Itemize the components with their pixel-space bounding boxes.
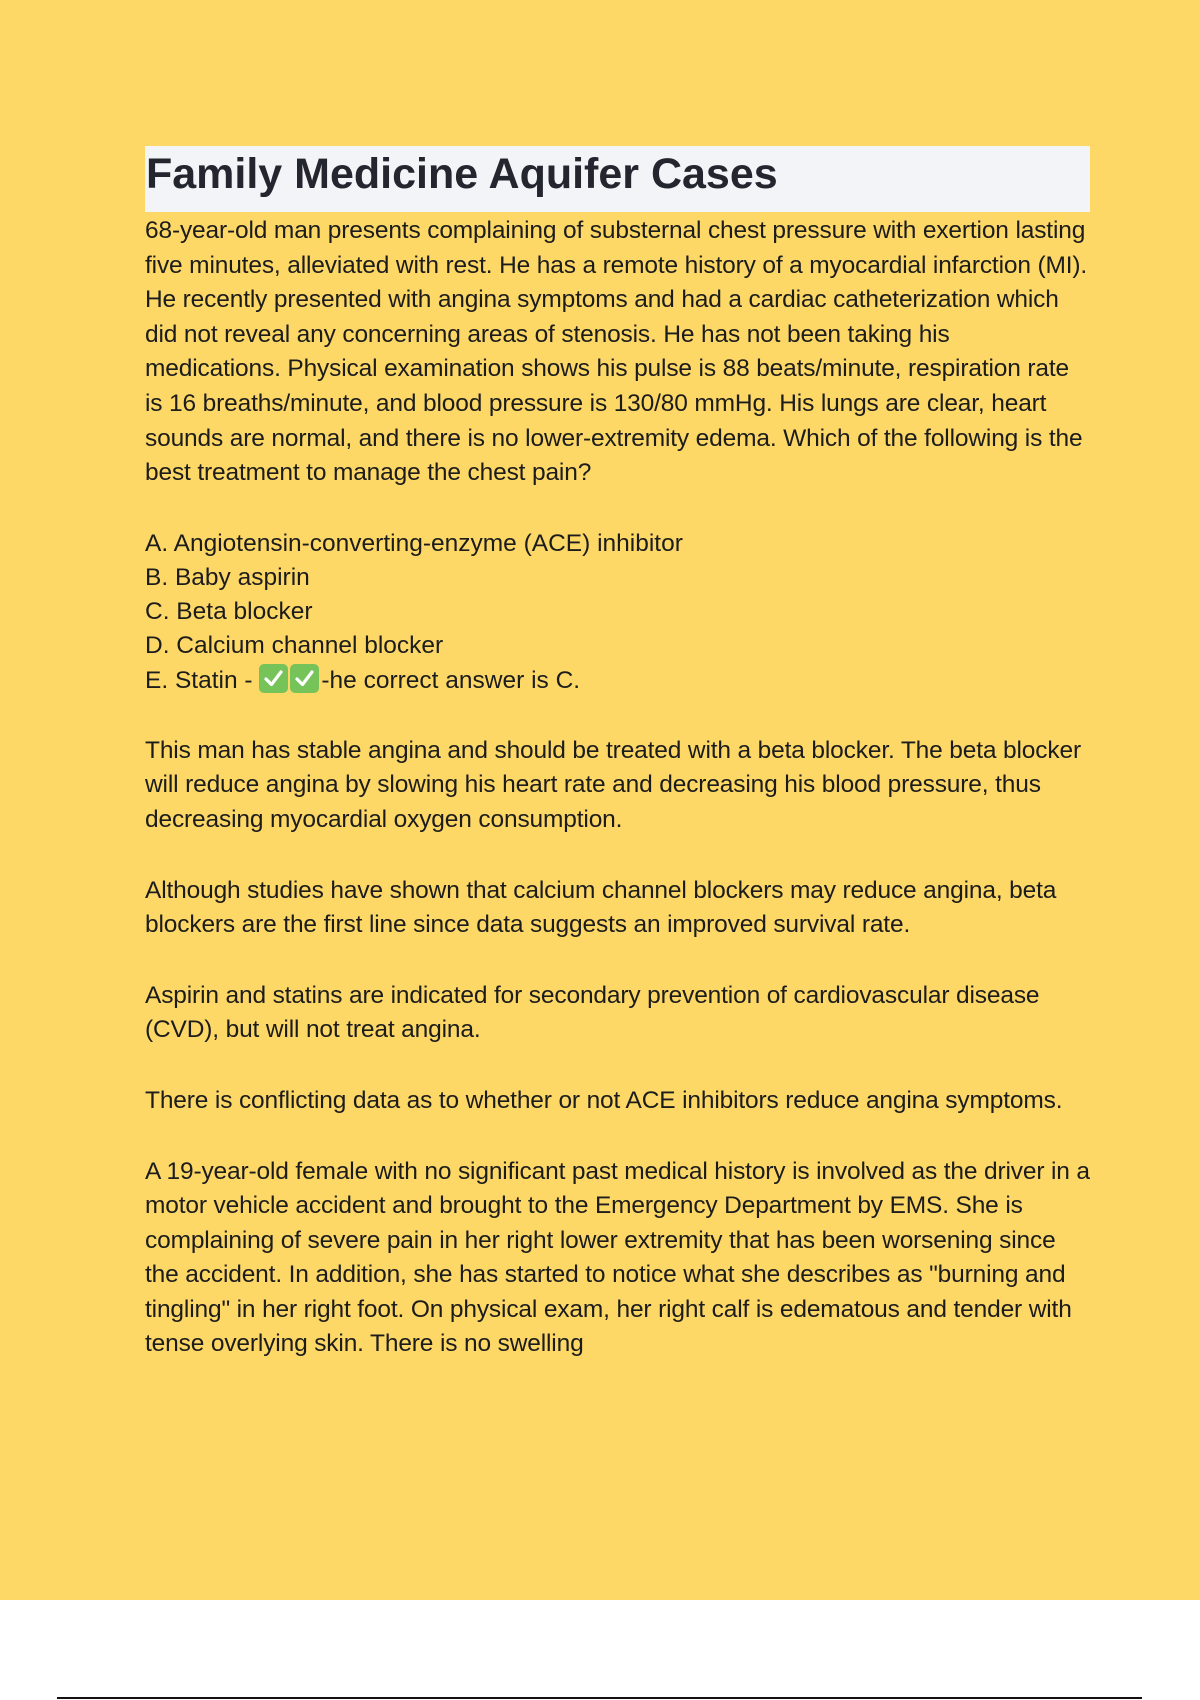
explanation-paragraph: This man has stable angina and should be treated with a beta blocker. The beta blocker will reduce angina by slowing his heart rate and decreasing his blood pressure, thus decreasing myocardial oxygen consumption. xyxy=(145,736,1081,833)
option-a: A. Angiotensin-converting-enzyme (ACE) inhibitor xyxy=(145,529,683,557)
option-e xyxy=(145,664,1090,698)
document-content xyxy=(145,146,1090,1398)
case2-question: A 19-year-old female with no significant past medical history is involved as the driver in a motor vehicle accident and brought to the Emergency Department by EMS. She is complaining of severe pain in her right lower extremity that has been worsening since the accident. In addition, she has started to notice what she describes as "burning and tingling" in her right foot. On physical exam, her right calf is edematous and tender with tense overlying skin. There is no swelling xyxy=(145,1157,1090,1358)
footer-divider xyxy=(57,1697,1142,1699)
answer-options xyxy=(145,527,1090,698)
explanation-paragraph: Aspirin and statins are indicated for secondary prevention of cardiovascular disease (CVD), but will not treat angina. xyxy=(145,981,1040,1044)
option-e-prefix: E. Statin - xyxy=(145,666,260,694)
case1-question: 68-year-old man presents complaining of substernal chest pressure with exertion lasting five minutes, alleviated with rest. He has a remote history of a myocardial infarction (MI). He recently presented with angina symptoms and had a cardiac catheterization which did not reveal any concerning areas of stenosis. He has not been taking his medications. Physical examination shows his pulse is 88 beats/minute, respiration rate is 16 breaths/minute, and blood pressure is 130/80 mmHg. His lungs are clear, heart sounds are normal, and there is no lower-extremity edema. Which of the following is the best treatment to manage the chest pain? xyxy=(145,217,1088,487)
explanation-paragraph: Although studies have shown that calcium channel blockers may reduce angina, beta blockers are the first line since data suggests an improved survival rate. xyxy=(145,876,1057,939)
option-b: B. Baby aspirin xyxy=(145,563,310,591)
option-e-answer-note: -he correct answer is C. xyxy=(321,666,581,694)
document-title: Family Medicine Aquifer Cases xyxy=(146,150,778,198)
option-c: C. Beta blocker xyxy=(145,598,313,626)
title-highlight xyxy=(145,146,1090,212)
explanation-paragraph: There is conflicting data as to whether or not ACE inhibitors reduce angina symptoms. xyxy=(145,1086,1063,1114)
check-mark-icon xyxy=(290,664,319,693)
option-d: D. Calcium channel blocker xyxy=(145,632,444,660)
check-mark-icon xyxy=(259,664,288,693)
